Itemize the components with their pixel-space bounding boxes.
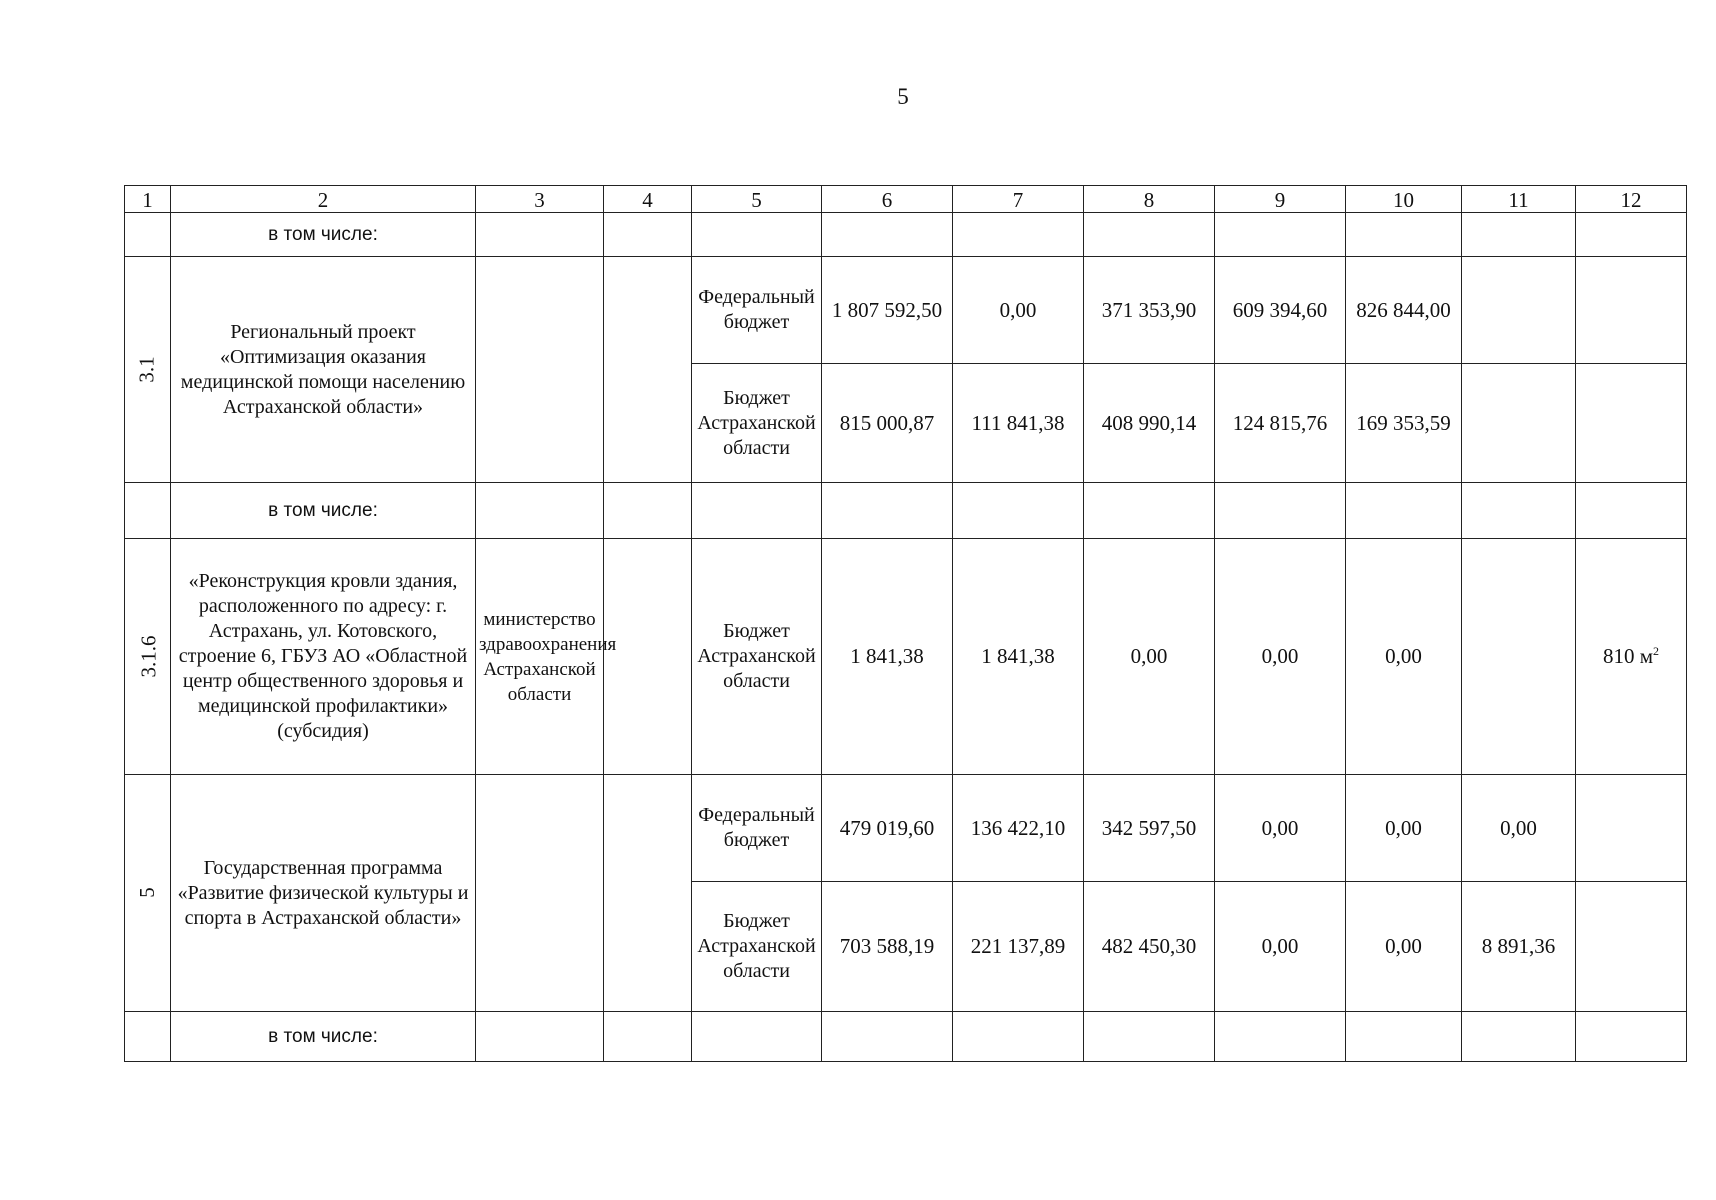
- amount-cell: 815 000,87: [822, 364, 953, 483]
- subtotal-label-row: [125, 1012, 1687, 1062]
- amount-cell: 124 815,76: [1215, 364, 1346, 483]
- page-number: 5: [897, 84, 909, 109]
- subtotal-label-row: [125, 483, 1687, 539]
- amount-cell: 408 990,14: [1084, 364, 1215, 483]
- amount-cell: 8 891,36: [1462, 882, 1576, 1012]
- amount-cell: [1576, 775, 1687, 882]
- amount-cell: 1 807 592,50: [822, 257, 953, 364]
- column-header: 1: [125, 186, 171, 213]
- funding-source: Федеральный бюджет: [692, 257, 822, 364]
- column-header: 4: [604, 186, 692, 213]
- including-label: в том числе:: [171, 213, 476, 257]
- amount-cell: 0,00: [1462, 775, 1576, 882]
- row-description: Региональный проект «Оптимизация оказания медицинской помощи населению Астраханской области»: [171, 257, 476, 483]
- column-header: 10: [1346, 186, 1462, 213]
- amount-cell: 221 137,89: [953, 882, 1084, 1012]
- column-header: 8: [1084, 186, 1215, 213]
- column-header: 7: [953, 186, 1084, 213]
- subtotal-label-row: [125, 213, 1687, 257]
- table-row: [125, 257, 1687, 364]
- amount-cell: 371 353,90: [1084, 257, 1215, 364]
- column-header: 3: [476, 186, 604, 213]
- amount-cell: 703 588,19: [822, 882, 953, 1012]
- amount-cell: 0,00: [1346, 539, 1462, 775]
- responsible-org: [476, 775, 604, 1012]
- amount-cell: 0,00: [1215, 775, 1346, 882]
- funding-source: Федеральный бюджет: [692, 775, 822, 882]
- amount-cell: 1 841,38: [822, 539, 953, 775]
- amount-cell: [1576, 257, 1687, 364]
- amount-cell: [1462, 257, 1576, 364]
- amount-cell: 342 597,50: [1084, 775, 1215, 882]
- table-row: [125, 775, 1687, 882]
- including-label: в том числе:: [171, 483, 476, 539]
- amount-cell: 169 353,59: [1346, 364, 1462, 483]
- budget-table: [124, 185, 1687, 1062]
- amount-cell: 482 450,30: [1084, 882, 1215, 1012]
- amount-cell: 0,00: [1084, 539, 1215, 775]
- funding-source: Бюджет Астраханской области: [692, 539, 822, 775]
- amount-cell: 0,00: [1215, 539, 1346, 775]
- amount-cell: 0,00: [1215, 882, 1346, 1012]
- amount-cell: [1462, 539, 1576, 775]
- amount-cell: [1576, 364, 1687, 483]
- funding-source: Бюджет Астраханской области: [692, 882, 822, 1012]
- column-header: 6: [822, 186, 953, 213]
- amount-cell: 0,00: [953, 257, 1084, 364]
- amount-cell: 0,00: [1346, 775, 1462, 882]
- column-header: 12: [1576, 186, 1687, 213]
- amount-cell: 479 019,60: [822, 775, 953, 882]
- row-number: 3.1: [125, 257, 171, 483]
- funding-source: Бюджет Астраханской области: [692, 364, 822, 483]
- row-description: Государственная программа «Развитие физической культуры и спорта в Астраханской области»: [171, 775, 476, 1012]
- header-row: [125, 186, 1687, 213]
- column-header: 9: [1215, 186, 1346, 213]
- amount-cell: [1462, 364, 1576, 483]
- responsible-org: министерство здравоохранения Астраханской области: [476, 539, 604, 775]
- responsible-org: [476, 257, 604, 483]
- amount-cell: 0,00: [1346, 882, 1462, 1012]
- amount-cell: 136 422,10: [953, 775, 1084, 882]
- amount-cell: [1576, 882, 1687, 1012]
- including-label: в том числе:: [171, 1012, 476, 1062]
- row-number: 5: [125, 775, 171, 1012]
- amount-cell: 810 $м^2$: [1576, 539, 1687, 775]
- table-row: [125, 539, 1687, 775]
- column-header: 2: [171, 186, 476, 213]
- row-description: «Реконструкция кровли здания, расположенного по адресу: г. Астрахань, ул. Котовского, строение 6, ГБУЗ АО «Областной центр общественного здоровья и медицинской профилактики» (субсидия): [171, 539, 476, 775]
- amount-cell: 826 844,00: [1346, 257, 1462, 364]
- row-number: 3.1.6: [125, 539, 171, 775]
- column-header: 5: [692, 186, 822, 213]
- amount-cell: 1 841,38: [953, 539, 1084, 775]
- column-header: 11: [1462, 186, 1576, 213]
- amount-cell: 111 841,38: [953, 364, 1084, 483]
- amount-cell: 609 394,60: [1215, 257, 1346, 364]
